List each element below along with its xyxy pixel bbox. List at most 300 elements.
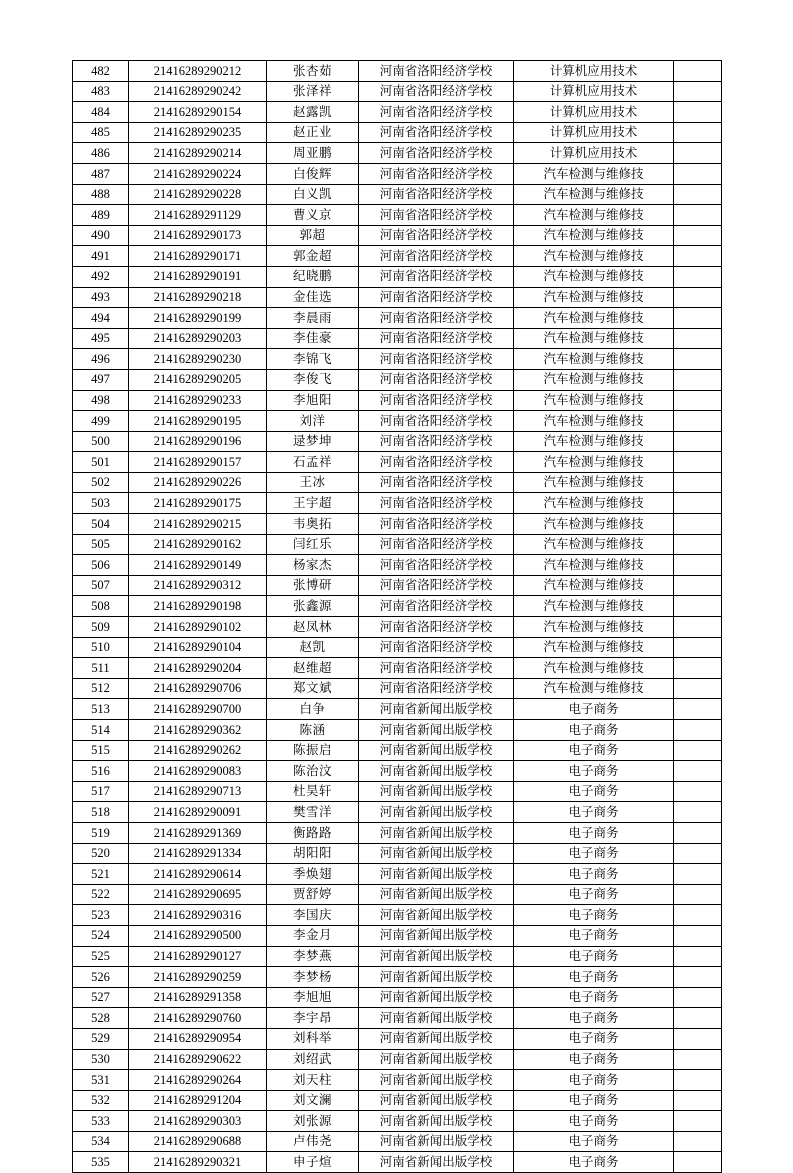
table-cell-name: 樊雪洋 bbox=[267, 802, 359, 823]
table-cell-blank bbox=[674, 287, 722, 308]
table-cell-seq: 526 bbox=[73, 967, 129, 988]
table-cell-major: 电子商务 bbox=[514, 699, 674, 720]
table-row bbox=[73, 287, 722, 308]
table-cell-major: 汽车检测与维修技 bbox=[514, 205, 674, 226]
table-cell-name: 白俊辉 bbox=[267, 163, 359, 184]
table-cell-seq: 527 bbox=[73, 987, 129, 1008]
table-cell-seq: 523 bbox=[73, 905, 129, 926]
table-row bbox=[73, 761, 722, 782]
table-cell-id: 21416289290083 bbox=[129, 761, 267, 782]
table-cell-id: 21416289290321 bbox=[129, 1152, 267, 1173]
table-cell-seq: 525 bbox=[73, 946, 129, 967]
table-cell-major: 电子商务 bbox=[514, 884, 674, 905]
table-cell-school: 河南省洛阳经济学校 bbox=[359, 102, 514, 123]
table-cell-major: 电子商务 bbox=[514, 843, 674, 864]
table-cell-name: 陈振启 bbox=[267, 740, 359, 761]
table-cell-blank bbox=[674, 1090, 722, 1111]
table-cell-seq: 513 bbox=[73, 699, 129, 720]
table-cell-name: 刘文澜 bbox=[267, 1090, 359, 1111]
roster-table bbox=[72, 60, 722, 1173]
table-cell-id: 21416289290091 bbox=[129, 802, 267, 823]
table-cell-major: 汽车检测与维修技 bbox=[514, 369, 674, 390]
table-cell-id: 21416289291369 bbox=[129, 822, 267, 843]
table-cell-seq: 518 bbox=[73, 802, 129, 823]
table-row bbox=[73, 452, 722, 473]
table-cell-school: 河南省新闻出版学校 bbox=[359, 987, 514, 1008]
table-cell-seq: 528 bbox=[73, 1008, 129, 1029]
table-cell-id: 21416289290500 bbox=[129, 925, 267, 946]
table-cell-id: 21416289290316 bbox=[129, 905, 267, 926]
table-cell-id: 21416289290171 bbox=[129, 246, 267, 267]
table-cell-name: 白争 bbox=[267, 699, 359, 720]
table-row bbox=[73, 514, 722, 535]
table-cell-name: 刘张源 bbox=[267, 1111, 359, 1132]
table-cell-id: 21416289290226 bbox=[129, 472, 267, 493]
table-cell-major: 计算机应用技术 bbox=[514, 81, 674, 102]
table-cell-seq: 496 bbox=[73, 349, 129, 370]
table-cell-name: 衡路路 bbox=[267, 822, 359, 843]
table-cell-major: 汽车检测与维修技 bbox=[514, 411, 674, 432]
table-cell-id: 21416289291204 bbox=[129, 1090, 267, 1111]
table-cell-name: 张杏茹 bbox=[267, 61, 359, 82]
table-cell-major: 汽车检测与维修技 bbox=[514, 452, 674, 473]
table-cell-school: 河南省新闻出版学校 bbox=[359, 1111, 514, 1132]
table-cell-name: 李金月 bbox=[267, 925, 359, 946]
table-cell-school: 河南省洛阳经济学校 bbox=[359, 555, 514, 576]
table-cell-id: 21416289290224 bbox=[129, 163, 267, 184]
table-cell-name: 张鑫源 bbox=[267, 596, 359, 617]
table-cell-id: 21416289290706 bbox=[129, 678, 267, 699]
table-cell-name: 周亚鹏 bbox=[267, 143, 359, 164]
table-cell-name: 石孟祥 bbox=[267, 452, 359, 473]
table-row bbox=[73, 1152, 722, 1173]
table-cell-seq: 490 bbox=[73, 225, 129, 246]
table-cell-id: 21416289290127 bbox=[129, 946, 267, 967]
table-cell-seq: 531 bbox=[73, 1070, 129, 1091]
table-cell-blank bbox=[674, 781, 722, 802]
table-cell-name: 李梦燕 bbox=[267, 946, 359, 967]
table-cell-id: 21416289290713 bbox=[129, 781, 267, 802]
table-cell-id: 21416289290954 bbox=[129, 1028, 267, 1049]
table-cell-seq: 502 bbox=[73, 472, 129, 493]
table-cell-id: 21416289291358 bbox=[129, 987, 267, 1008]
table-cell-seq: 522 bbox=[73, 884, 129, 905]
table-row bbox=[73, 369, 722, 390]
table-cell-major: 电子商务 bbox=[514, 802, 674, 823]
table-cell-blank bbox=[674, 472, 722, 493]
table-cell-blank bbox=[674, 163, 722, 184]
table-row bbox=[73, 411, 722, 432]
table-cell-id: 21416289290218 bbox=[129, 287, 267, 308]
table-cell-seq: 498 bbox=[73, 390, 129, 411]
table-cell-major: 计算机应用技术 bbox=[514, 61, 674, 82]
table-row bbox=[73, 390, 722, 411]
table-cell-school: 河南省洛阳经济学校 bbox=[359, 678, 514, 699]
table-cell-seq: 505 bbox=[73, 534, 129, 555]
table-cell-major: 电子商务 bbox=[514, 946, 674, 967]
table-cell-seq: 487 bbox=[73, 163, 129, 184]
table-cell-id: 21416289290204 bbox=[129, 658, 267, 679]
table-cell-school: 河南省新闻出版学校 bbox=[359, 1028, 514, 1049]
table-cell-major: 电子商务 bbox=[514, 781, 674, 802]
table-cell-blank bbox=[674, 102, 722, 123]
table-cell-seq: 492 bbox=[73, 266, 129, 287]
table-cell-name: 金佳选 bbox=[267, 287, 359, 308]
table-cell-major: 汽车检测与维修技 bbox=[514, 534, 674, 555]
table-cell-blank bbox=[674, 617, 722, 638]
table-cell-major: 汽车检测与维修技 bbox=[514, 349, 674, 370]
table-cell-school: 河南省洛阳经济学校 bbox=[359, 472, 514, 493]
table-cell-major: 汽车检测与维修技 bbox=[514, 493, 674, 514]
table-row bbox=[73, 534, 722, 555]
table-cell-id: 21416289290191 bbox=[129, 266, 267, 287]
table-cell-name: 李旭阳 bbox=[267, 390, 359, 411]
table-cell-seq: 482 bbox=[73, 61, 129, 82]
table-cell-name: 郭超 bbox=[267, 225, 359, 246]
table-cell-school: 河南省洛阳经济学校 bbox=[359, 328, 514, 349]
table-cell-name: 贾舒婷 bbox=[267, 884, 359, 905]
table-row bbox=[73, 822, 722, 843]
table-cell-major: 汽车检测与维修技 bbox=[514, 246, 674, 267]
table-cell-school: 河南省洛阳经济学校 bbox=[359, 637, 514, 658]
table-cell-major: 电子商务 bbox=[514, 761, 674, 782]
table-cell-school: 河南省洛阳经济学校 bbox=[359, 266, 514, 287]
table-cell-seq: 495 bbox=[73, 328, 129, 349]
table-cell-major: 汽车检测与维修技 bbox=[514, 225, 674, 246]
table-cell-blank bbox=[674, 1049, 722, 1070]
table-cell-name: 赵维超 bbox=[267, 658, 359, 679]
table-cell-blank bbox=[674, 1028, 722, 1049]
table-cell-major: 电子商务 bbox=[514, 1070, 674, 1091]
table-row bbox=[73, 246, 722, 267]
table-cell-blank bbox=[674, 987, 722, 1008]
table-cell-id: 21416289291334 bbox=[129, 843, 267, 864]
table-cell-blank bbox=[674, 802, 722, 823]
table-cell-blank bbox=[674, 843, 722, 864]
table-cell-school: 河南省洛阳经济学校 bbox=[359, 184, 514, 205]
table-row bbox=[73, 308, 722, 329]
table-row bbox=[73, 596, 722, 617]
table-cell-name: 张泽祥 bbox=[267, 81, 359, 102]
table-cell-name: 刘绍武 bbox=[267, 1049, 359, 1070]
table-cell-seq: 529 bbox=[73, 1028, 129, 1049]
table-cell-seq: 533 bbox=[73, 1111, 129, 1132]
table-row bbox=[73, 678, 722, 699]
table-row bbox=[73, 925, 722, 946]
table-cell-name: 韦奥拓 bbox=[267, 514, 359, 535]
table-cell-seq: 516 bbox=[73, 761, 129, 782]
table-cell-id: 21416289290157 bbox=[129, 452, 267, 473]
table-cell-blank bbox=[674, 967, 722, 988]
table-row bbox=[73, 987, 722, 1008]
table-row bbox=[73, 1131, 722, 1152]
table-row bbox=[73, 720, 722, 741]
table-cell-name: 李晨雨 bbox=[267, 308, 359, 329]
table-cell-seq: 517 bbox=[73, 781, 129, 802]
table-cell-id: 21416289290215 bbox=[129, 514, 267, 535]
table-cell-blank bbox=[674, 246, 722, 267]
table-cell-major: 计算机应用技术 bbox=[514, 122, 674, 143]
table-row bbox=[73, 431, 722, 452]
table-cell-seq: 521 bbox=[73, 864, 129, 885]
table-cell-school: 河南省洛阳经济学校 bbox=[359, 390, 514, 411]
table-cell-blank bbox=[674, 143, 722, 164]
table-cell-name: 纪晓鹏 bbox=[267, 266, 359, 287]
table-cell-blank bbox=[674, 1008, 722, 1029]
table-row bbox=[73, 61, 722, 82]
table-cell-blank bbox=[674, 555, 722, 576]
table-cell-seq: 535 bbox=[73, 1152, 129, 1173]
table-cell-school: 河南省洛阳经济学校 bbox=[359, 205, 514, 226]
table-cell-school: 河南省新闻出版学校 bbox=[359, 967, 514, 988]
table-cell-id: 21416289290203 bbox=[129, 328, 267, 349]
table-cell-major: 电子商务 bbox=[514, 822, 674, 843]
table-cell-school: 河南省新闻出版学校 bbox=[359, 740, 514, 761]
table-cell-seq: 503 bbox=[73, 493, 129, 514]
table-cell-blank bbox=[674, 514, 722, 535]
table-cell-blank bbox=[674, 1070, 722, 1091]
table-cell-name: 张博研 bbox=[267, 575, 359, 596]
table-cell-name: 赵正业 bbox=[267, 122, 359, 143]
table-row bbox=[73, 328, 722, 349]
table-cell-school: 河南省新闻出版学校 bbox=[359, 822, 514, 843]
table-cell-id: 21416289290195 bbox=[129, 411, 267, 432]
table-cell-school: 河南省洛阳经济学校 bbox=[359, 658, 514, 679]
table-cell-name: 李佳豪 bbox=[267, 328, 359, 349]
table-cell-major: 电子商务 bbox=[514, 1131, 674, 1152]
table-cell-blank bbox=[674, 390, 722, 411]
table-cell-id: 21416289290242 bbox=[129, 81, 267, 102]
table-cell-id: 21416289290104 bbox=[129, 637, 267, 658]
table-cell-seq: 489 bbox=[73, 205, 129, 226]
table-cell-major: 汽车检测与维修技 bbox=[514, 390, 674, 411]
table-cell-blank bbox=[674, 884, 722, 905]
table-cell-id: 21416289290214 bbox=[129, 143, 267, 164]
table-cell-major: 汽车检测与维修技 bbox=[514, 596, 674, 617]
table-cell-id: 21416289290233 bbox=[129, 390, 267, 411]
table-cell-school: 河南省新闻出版学校 bbox=[359, 781, 514, 802]
table-row bbox=[73, 905, 722, 926]
table-cell-school: 河南省新闻出版学校 bbox=[359, 1070, 514, 1091]
table-cell-major: 汽车检测与维修技 bbox=[514, 163, 674, 184]
table-cell-major: 电子商务 bbox=[514, 925, 674, 946]
table-cell-seq: 507 bbox=[73, 575, 129, 596]
table-row bbox=[73, 1028, 722, 1049]
table-cell-id: 21416289290154 bbox=[129, 102, 267, 123]
table-cell-school: 河南省新闻出版学校 bbox=[359, 720, 514, 741]
table-cell-blank bbox=[674, 1111, 722, 1132]
table-cell-name: 申子煊 bbox=[267, 1152, 359, 1173]
table-cell-school: 河南省新闻出版学校 bbox=[359, 843, 514, 864]
table-cell-name: 刘洋 bbox=[267, 411, 359, 432]
table-cell-school: 河南省新闻出版学校 bbox=[359, 761, 514, 782]
table-row bbox=[73, 946, 722, 967]
table-cell-name: 季焕翅 bbox=[267, 864, 359, 885]
table-cell-school: 河南省洛阳经济学校 bbox=[359, 61, 514, 82]
table-cell-blank bbox=[674, 864, 722, 885]
table-cell-school: 河南省洛阳经济学校 bbox=[359, 246, 514, 267]
table-row bbox=[73, 575, 722, 596]
table-cell-school: 河南省新闻出版学校 bbox=[359, 1049, 514, 1070]
table-row bbox=[73, 266, 722, 287]
table-cell-major: 计算机应用技术 bbox=[514, 143, 674, 164]
table-cell-blank bbox=[674, 761, 722, 782]
table-cell-name: 白义凯 bbox=[267, 184, 359, 205]
table-row bbox=[73, 699, 722, 720]
table-cell-name: 赵露凯 bbox=[267, 102, 359, 123]
table-cell-name: 李锦飞 bbox=[267, 349, 359, 370]
table-cell-major: 电子商务 bbox=[514, 905, 674, 926]
table-cell-blank bbox=[674, 122, 722, 143]
table-cell-seq: 510 bbox=[73, 637, 129, 658]
table-cell-blank bbox=[674, 225, 722, 246]
table-cell-school: 河南省新闻出版学校 bbox=[359, 802, 514, 823]
table-cell-major: 计算机应用技术 bbox=[514, 102, 674, 123]
table-cell-name: 王冰 bbox=[267, 472, 359, 493]
table-cell-blank bbox=[674, 575, 722, 596]
table-cell-blank bbox=[674, 699, 722, 720]
table-row bbox=[73, 967, 722, 988]
table-cell-id: 21416289290264 bbox=[129, 1070, 267, 1091]
table-cell-school: 河南省新闻出版学校 bbox=[359, 1090, 514, 1111]
table-row bbox=[73, 81, 722, 102]
table-row bbox=[73, 864, 722, 885]
table-cell-blank bbox=[674, 184, 722, 205]
table-cell-id: 21416289290303 bbox=[129, 1111, 267, 1132]
table-row bbox=[73, 184, 722, 205]
table-cell-major: 电子商务 bbox=[514, 720, 674, 741]
table-cell-major: 汽车检测与维修技 bbox=[514, 431, 674, 452]
table-cell-id: 21416289290235 bbox=[129, 122, 267, 143]
table-cell-name: 郭金超 bbox=[267, 246, 359, 267]
table-cell-seq: 534 bbox=[73, 1131, 129, 1152]
table-cell-seq: 501 bbox=[73, 452, 129, 473]
table-cell-school: 河南省洛阳经济学校 bbox=[359, 617, 514, 638]
table-row bbox=[73, 637, 722, 658]
table-row bbox=[73, 102, 722, 123]
roster-table-body bbox=[73, 61, 722, 1173]
table-cell-school: 河南省新闻出版学校 bbox=[359, 864, 514, 885]
table-cell-id: 21416289290622 bbox=[129, 1049, 267, 1070]
table-cell-major: 电子商务 bbox=[514, 1111, 674, 1132]
table-cell-blank bbox=[674, 946, 722, 967]
table-cell-major: 汽车检测与维修技 bbox=[514, 328, 674, 349]
table-cell-id: 21416289290614 bbox=[129, 864, 267, 885]
table-cell-blank bbox=[674, 1152, 722, 1173]
table-cell-id: 21416289290175 bbox=[129, 493, 267, 514]
table-cell-school: 河南省洛阳经济学校 bbox=[359, 225, 514, 246]
table-cell-blank bbox=[674, 1131, 722, 1152]
table-row bbox=[73, 843, 722, 864]
table-cell-id: 21416289290688 bbox=[129, 1131, 267, 1152]
table-cell-blank bbox=[674, 411, 722, 432]
table-cell-id: 21416289290362 bbox=[129, 720, 267, 741]
table-cell-major: 汽车检测与维修技 bbox=[514, 472, 674, 493]
table-cell-blank bbox=[674, 266, 722, 287]
table-cell-seq: 497 bbox=[73, 369, 129, 390]
table-cell-school: 河南省洛阳经济学校 bbox=[359, 534, 514, 555]
table-cell-school: 河南省新闻出版学校 bbox=[359, 1152, 514, 1173]
table-cell-seq: 524 bbox=[73, 925, 129, 946]
table-cell-major: 电子商务 bbox=[514, 1008, 674, 1029]
table-cell-major: 电子商务 bbox=[514, 864, 674, 885]
table-cell-school: 河南省洛阳经济学校 bbox=[359, 575, 514, 596]
table-cell-name: 陈治汶 bbox=[267, 761, 359, 782]
table-cell-seq: 483 bbox=[73, 81, 129, 102]
table-cell-school: 河南省新闻出版学校 bbox=[359, 1131, 514, 1152]
table-row bbox=[73, 163, 722, 184]
table-row bbox=[73, 349, 722, 370]
table-cell-major: 电子商务 bbox=[514, 987, 674, 1008]
table-cell-school: 河南省洛阳经济学校 bbox=[359, 163, 514, 184]
table-cell-blank bbox=[674, 658, 722, 679]
table-cell-id: 21416289290312 bbox=[129, 575, 267, 596]
table-cell-name: 杜昊轩 bbox=[267, 781, 359, 802]
table-cell-name: 刘天柱 bbox=[267, 1070, 359, 1091]
table-row bbox=[73, 493, 722, 514]
table-cell-blank bbox=[674, 328, 722, 349]
table-cell-name: 刘科举 bbox=[267, 1028, 359, 1049]
table-cell-school: 河南省新闻出版学校 bbox=[359, 699, 514, 720]
table-cell-major: 汽车检测与维修技 bbox=[514, 555, 674, 576]
table-cell-name: 李梦杨 bbox=[267, 967, 359, 988]
table-cell-id: 21416289290212 bbox=[129, 61, 267, 82]
table-cell-id: 21416289290173 bbox=[129, 225, 267, 246]
table-cell-id: 21416289290205 bbox=[129, 369, 267, 390]
table-cell-school: 河南省洛阳经济学校 bbox=[359, 431, 514, 452]
table-cell-blank bbox=[674, 308, 722, 329]
table-cell-school: 河南省洛阳经济学校 bbox=[359, 452, 514, 473]
table-cell-id: 21416289290262 bbox=[129, 740, 267, 761]
table-cell-school: 河南省新闻出版学校 bbox=[359, 925, 514, 946]
table-cell-major: 汽车检测与维修技 bbox=[514, 514, 674, 535]
table-cell-major: 电子商务 bbox=[514, 1090, 674, 1111]
table-cell-name: 王宇超 bbox=[267, 493, 359, 514]
table-cell-major: 汽车检测与维修技 bbox=[514, 658, 674, 679]
table-cell-name: 胡阳阳 bbox=[267, 843, 359, 864]
table-cell-seq: 519 bbox=[73, 822, 129, 843]
table-cell-seq: 530 bbox=[73, 1049, 129, 1070]
table-cell-blank bbox=[674, 534, 722, 555]
table-row bbox=[73, 658, 722, 679]
table-cell-name: 曹义京 bbox=[267, 205, 359, 226]
table-cell-id: 21416289290695 bbox=[129, 884, 267, 905]
table-cell-id: 21416289290102 bbox=[129, 617, 267, 638]
table-cell-seq: 508 bbox=[73, 596, 129, 617]
table-cell-school: 河南省洛阳经济学校 bbox=[359, 122, 514, 143]
table-cell-major: 电子商务 bbox=[514, 1152, 674, 1173]
table-cell-seq: 484 bbox=[73, 102, 129, 123]
table-cell-seq: 532 bbox=[73, 1090, 129, 1111]
table-cell-blank bbox=[674, 822, 722, 843]
table-cell-seq: 509 bbox=[73, 617, 129, 638]
table-row bbox=[73, 472, 722, 493]
table-cell-blank bbox=[674, 431, 722, 452]
table-cell-name: 李俊飞 bbox=[267, 369, 359, 390]
table-cell-name: 闫红乐 bbox=[267, 534, 359, 555]
table-cell-school: 河南省洛阳经济学校 bbox=[359, 349, 514, 370]
table-cell-seq: 486 bbox=[73, 143, 129, 164]
table-cell-seq: 515 bbox=[73, 740, 129, 761]
table-cell-major: 汽车检测与维修技 bbox=[514, 287, 674, 308]
table-cell-id: 21416289290700 bbox=[129, 699, 267, 720]
table-cell-seq: 512 bbox=[73, 678, 129, 699]
table-cell-name: 逯梦坤 bbox=[267, 431, 359, 452]
table-cell-blank bbox=[674, 205, 722, 226]
table-cell-major: 电子商务 bbox=[514, 1049, 674, 1070]
table-cell-blank bbox=[674, 925, 722, 946]
table-cell-school: 河南省洛阳经济学校 bbox=[359, 493, 514, 514]
